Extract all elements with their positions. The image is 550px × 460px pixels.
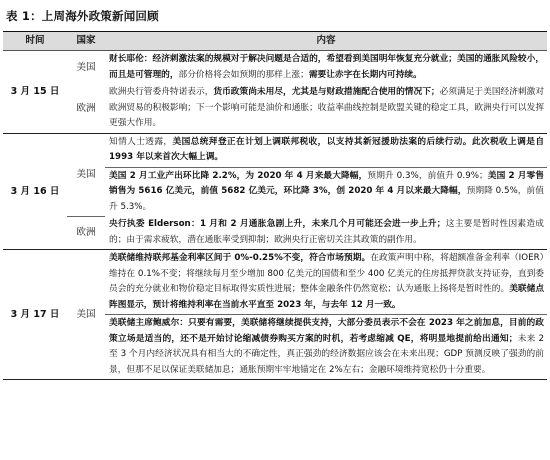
- table-row: [3, 250, 547, 315]
- plain-text: 部分价格将会如预期的那样上涨；: [178, 69, 309, 80]
- plain-text: 必须满足于美国经济刺激对欧洲贸易的积极影响；下一个影响可能是油价和通胀；收益率曲线控制是欧盟关键的稳定工具，欧洲央行可以发挥更强大作用。: [109, 87, 545, 128]
- date-cell: 3 月 17 日: [3, 250, 67, 380]
- content-cell: [105, 315, 547, 380]
- content-cell: [105, 133, 547, 167]
- table-row: [3, 133, 547, 167]
- table-caption: 表 1：上周海外政策新闻回顾: [6, 9, 159, 23]
- bold-text: 美联储点阵图显示，预计将维持利率在当前水平直至 2023 年，与去年 12 月一致。: [109, 284, 545, 310]
- header-country: 国家: [67, 32, 105, 51]
- bold-text: 美国 2 月工业产出环比降 2.2%，为 2020 年 4 月来最大降幅，: [109, 170, 368, 181]
- plain-text: 欧洲央行管委舟特诺表示，: [109, 87, 214, 97]
- header-time: 时间: [3, 32, 67, 51]
- header-row: [3, 32, 547, 51]
- table-row: [3, 216, 547, 250]
- country-cell: 欧洲: [67, 84, 105, 133]
- plain-text: 在政策声明中称，将超额准备金利率（IOER）维持在 0.1%不变；将继续每月至少增加 800 亿美元的国债和至少 400 亿美元的住房抵押贷款支持证券，直到委员会的充分就业和物价稳定目标取得实质性进展；整体金融条件仍然宽松；认为通胀上扬将是暂时性的。: [109, 253, 544, 294]
- news-table: [3, 31, 547, 380]
- date-cell: 3 月 16 日: [3, 133, 67, 250]
- bold-text: 货币政策尚未用尽，尤其是与财政措施配合使用的情况下；: [213, 87, 440, 97]
- country-cell: 欧洲: [67, 216, 105, 250]
- bold-text: 美联储维持联邦基金利率区间于 0%-0.25%不变，符合市场预期。: [109, 253, 371, 263]
- bold-text: 需要让赤字在长期内可持续。: [308, 69, 422, 80]
- bold-text: 美联储主席鲍威尔：只要有需要，美联储将继续提供支持，大部分委员表示不会在 2023 年之前加息，目前的政策立场是适当的，还不是开始讨论缩减债券购买方案的时机，若考虑缩减 QE，将明显地提前给出通知；: [109, 318, 544, 344]
- table-row: [3, 51, 547, 85]
- header-content: 内容: [105, 32, 547, 51]
- plain-text: 知情人士透露，: [109, 136, 173, 147]
- plain-text: 未来 2 至 3 个月内经济状况具有相当大的不确定性，真正强劲的经济数据应该会在未来出现；GDP 预测反映了强劲的前景，但那不足以保证美联储加息；通胀预期牢牢地锚定在 2%左右；金融环境维持宽松仍十分重要。: [109, 333, 544, 375]
- date-cell: 3 月 15 日: [3, 51, 67, 134]
- table-body: [3, 51, 547, 380]
- table-row: [3, 84, 547, 133]
- content-cell: [105, 167, 547, 216]
- bold-text: 美国 2 月零售销售为 5616 亿美元，前值 5682 亿美元，环比降 3%，创 2020 年 4 月以来最大降幅，: [109, 170, 544, 196]
- bold-text: 央行执委 Elderson：1 月和 2 月通胀急剧上升，未来几个月可能还会进一步上升；: [109, 219, 446, 229]
- content-cell: [105, 250, 547, 315]
- plain-text: 预期升 0.3%，前值升 0.9%；: [367, 170, 488, 181]
- content-cell: [105, 51, 547, 85]
- country-cell: 美国: [67, 250, 105, 380]
- content-cell: [105, 216, 547, 250]
- content-cell: [105, 84, 547, 133]
- country-cell: 美国: [67, 133, 105, 216]
- bold-text: 美国总统拜登正在计划上调联邦税收，以支持其新冠援助法案的后续行动。此次税收上调是自 1993 年以来首次大幅上调。: [109, 136, 545, 162]
- bold-text: 财长耶伦：经济刺激法案的规模对于解决问题是合适的，希望看到美国明年恢复充分就业；美国的通胀风险较小，而且是可管理的，: [109, 54, 544, 80]
- plain-text: 这主要是暂时性因素造成的；由于需求疲软，潜在通胀率受到抑制；欧洲央行正密切关注其政策的副作用。: [109, 219, 544, 245]
- plain-text: 预期降 0.5%，前值升 5.3%。: [109, 186, 544, 212]
- country-cell: 美国: [76, 61, 96, 73]
